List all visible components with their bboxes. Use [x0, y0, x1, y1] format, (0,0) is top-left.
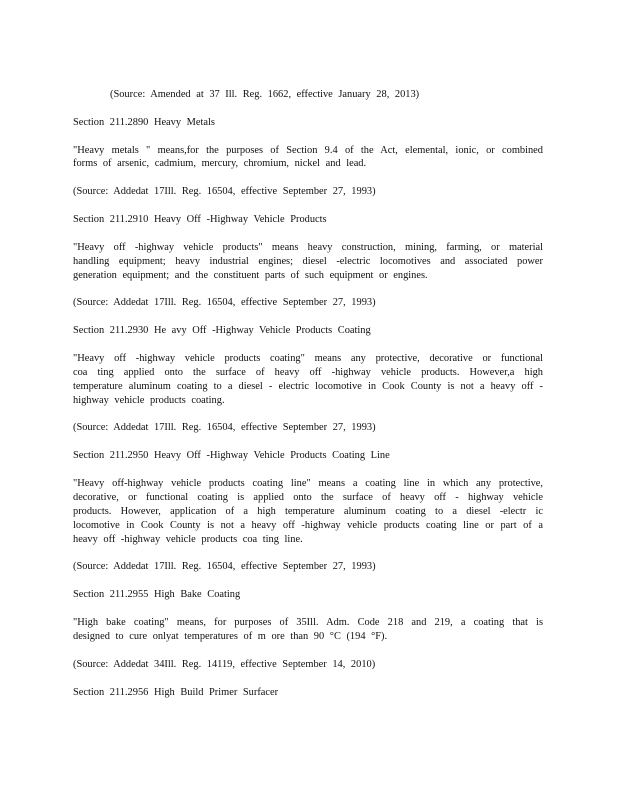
- section-body-line: heavy off -highway vehicle products coa ting line.: [73, 534, 303, 545]
- section-body-line: "Heavy metals " means,for the purposes of Section 9.4 of the Act, elemental, ionic, or combined: [73, 145, 543, 156]
- section-heading-211-2910: Section 211.2910 Heavy Off -Highway Vehicle Products: [73, 214, 327, 225]
- section-body-line: handling equipment; heavy industrial engines; diesel -electric locomotives and associated power: [73, 256, 543, 267]
- section-heading-211-2950: Section 211.2950 Heavy Off -Highway Vehicle Products Coating Line: [73, 450, 390, 461]
- section-body-line: locomotive in Cook County is not a heavy off -highway vehicle products coating line or part of a: [73, 520, 543, 531]
- section-body-line: "Heavy off -highway vehicle products coating" means any protective, decorative or functional: [73, 353, 543, 364]
- source-note: (Source: Addedat 17Ill. Reg. 16504, effective September 27, 1993): [73, 297, 376, 308]
- section-heading-211-2956: Section 211.2956 High Build Primer Surfacer: [73, 687, 279, 698]
- section-heading-211-2930: Section 211.2930 He avy Off -Highway Vehicle Products Coating: [73, 325, 371, 336]
- source-note: (Source: Addedat 34Ill. Reg. 14119, effective September 14, 2010): [73, 659, 376, 670]
- section-heading-211-2890: Section 211.2890 Heavy Metals: [73, 117, 215, 128]
- section-body-line: "Heavy off-highway vehicle products coating line" means a coating line in which any protective,: [73, 478, 543, 489]
- section-body-line: "Heavy off -highway vehicle products" means heavy construction, mining, farming, or material: [73, 242, 543, 253]
- source-note-amended-2013: (Source: Amended at 37 Ill. Reg. 1662, effective January 28, 2013): [110, 89, 420, 100]
- section-heading-211-2955: Section 211.2955 High Bake Coating: [73, 589, 241, 600]
- source-note: (Source: Addedat 17Ill. Reg. 16504, effective September 27, 1993): [73, 561, 376, 572]
- section-body-line: products. However, application of a high temperature aluminum coating to a diesel -electr ic: [73, 506, 543, 517]
- section-body-line: coa ting applied onto the surface of heavy off -highway vehicle products. However,a high: [73, 367, 543, 378]
- section-body-line: generation equipment; and the constituent parts of such equipment or engines.: [73, 270, 428, 281]
- section-body-line: forms of arsenic, cadmium, mercury, chromium, nickel and lead.: [73, 158, 367, 169]
- source-note: (Source: Addedat 17Ill. Reg. 16504, effective September 27, 1993): [73, 422, 376, 433]
- section-body-line: decorative, or functional coating is applied onto the surface of heavy off - highway vehicle: [73, 492, 543, 503]
- source-note: (Source: Addedat 17Ill. Reg. 16504, effective September 27, 1993): [73, 186, 376, 197]
- section-body-line: temperature aluminum coating to a diesel - electric locomotive in Cook County is not a heavy off -: [73, 381, 543, 392]
- section-body-line: "High bake coating" means, for purposes of 35Ill. Adm. Code 218 and 219, a coating that is: [73, 617, 543, 628]
- section-body-line: designed to cure onlyat temperatures of m ore than 90 °C (194 °F).: [73, 631, 388, 642]
- section-body-line: highway vehicle products coating.: [73, 395, 225, 406]
